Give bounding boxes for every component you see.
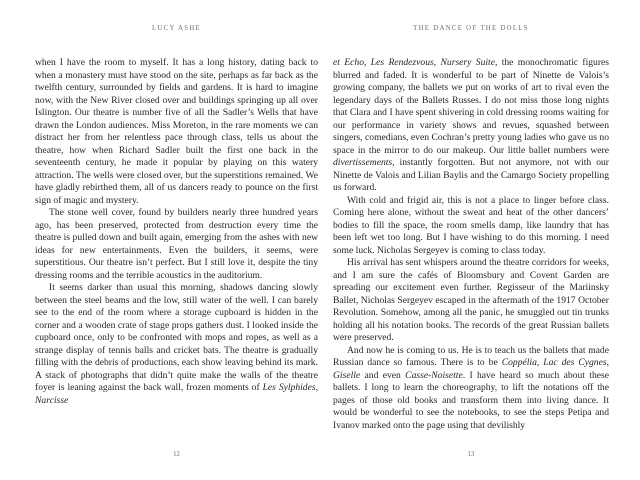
body-text-run: and even [360,369,406,381]
italic-work-title: Casse-Noisette [405,369,463,381]
body-text-run: , [315,382,318,393]
body-text-run: , instantly forgotten. But not anymore, not with our Ninette de Valois and Lilian Baylis and the Camargo Society propelling us forward. [333,157,609,193]
left-page-number: 12 [173,451,180,458]
body-text-run: , [433,57,441,68]
body-text-run: The stone well cover, found by builders nearly three hundred years ago, has been preserved, protected from destruction every time the theatre is pulled down and built again, emerging from the ashes with new ideas for new entertainments. Even the builders, it seems, were superstitious. Our theatre isn’t perfect. But I still love it, despite the tiny dressing rooms and the terrible acoustics in the auditorium. [35,207,318,281]
running-header-author: LUCY ASHE [151,25,202,32]
right-page [320,0,640,480]
paragraph [333,57,609,195]
right-page-number: 13 [467,451,475,458]
body-text-run: when I have the room to myself. It has a long history, dating back to when a monastery must have stood on the site, perhaps as far back as the twelfth century, surrounded by fields and gardens. It is hard to imagine now, with the New River closed over and buildings springing up all over Islington. Our theatre is number five of all the Sadler’s Wells that have drawn the London audiences. Miss Moreton, in the rare moments we can distract her from her relentless pace through class, tells us about the theatre, how when Richard Sadler built the first one back in the seventeenth century, he made it popular by playing on this watery attraction. The wells were closed over, but the superstitions remained. We have gladly rebirthed them, all of us dancers ready to pounce on the first sign of magic and mystery. [35,57,318,206]
italic-work-title: Coppélia [501,357,537,368]
italic-work-title: Lac des Cygnes [543,357,607,368]
body-text-run: , [364,57,371,68]
body-text-run: , the monochromatic figures blurred and faded. It is wonderful to be part of Ninette de Valois’s growing company, the ballets we put on works of art to rival even the legendary days of the Ballets Russes. I do not miss those long nights that Clara and I have spent shivering in cold dressing rooms waiting for our performance in variety shows and revues, squashed between singers, comedians, even Cochran’s pretty young ladies who gave us no space in the mirror to do our makeup. Our little ballet numbers were [333,57,610,156]
italic-work-title: Nursery Suite [440,57,495,68]
body-text-run: With cold and frigid air, this is not a place to linger before class. Coming here alone, without the sweat and heat of the other dancers’ bodies to fill the space, the room smells damp, like laundry that has been left wet too long. But I have wishing to do this morning. I need some luck. Nicholas Sergeyev is coming to class today. [333,194,609,256]
paragraph [35,282,318,407]
italic-work-title: Les Rendezvous [370,57,434,68]
body-text-run: And now he is coming to us. He is to teach us the ballets that made Russian dance so famous. There is to be [333,344,609,368]
italic-work-title: Narcisse [35,394,69,406]
paragraph [35,207,318,282]
running-header-title: THE DANCE OF THE DOLLS [413,25,529,32]
italic-work-title: et Echo [333,57,364,68]
right-page-body [333,57,609,432]
left-page-body [35,57,318,407]
body-text-run: , [536,357,544,368]
paragraph [333,345,609,433]
paragraph [35,57,318,207]
body-text-run: It seems darker than usual this morning, shadows dancing slowly between the steel beams and the low, still water of the well. I can barely see to the end of the room where a storage cupboard is hidden in the corner and a wooden crate of stage props gathers dust. I looked inside the cupboard once, only to be confronted with mops and ropes, as well as a strange display of tennis balls and cricket bats. The theatre is gradually filling with the debris of productions, each show leaving behind its mark. A stack of photographs that didn’t quite make the walls of the theatre foyer is leaning against the back wall, frozen moments of [35,282,318,393]
paragraph [333,195,609,258]
body-text-run: , [606,357,609,368]
body-text-run: His arrival has sent whispers around the theatre corridors for weeks, and I am sure the cafés of Bloomsbury and Covent Garden are spreading our excitement even further. Regisseur of the Mariinsky Ballet, Nicholas Sergeyev escaped in the aftermath of the 1917 October Revolution. Somehow, among all the panic, he smuggled out tin trunks holding all his notation books. The records of the great Russian ballets were preserved. [333,257,609,343]
italic-work-title: Giselle [333,369,361,381]
italic-work-title: Les Sylphides [262,382,316,393]
paragraph [333,257,609,345]
italic-work-title: divertissements [333,157,393,168]
body-text-run: . I have heard so much about these ballets. I long to learn the choreography, to lift the notations off the pages of those old books and transform them into living dance. It would be wonderful to see the notebooks, to see the steps Petipa and Ivanov marked onto the page using that devilishly [333,369,609,431]
